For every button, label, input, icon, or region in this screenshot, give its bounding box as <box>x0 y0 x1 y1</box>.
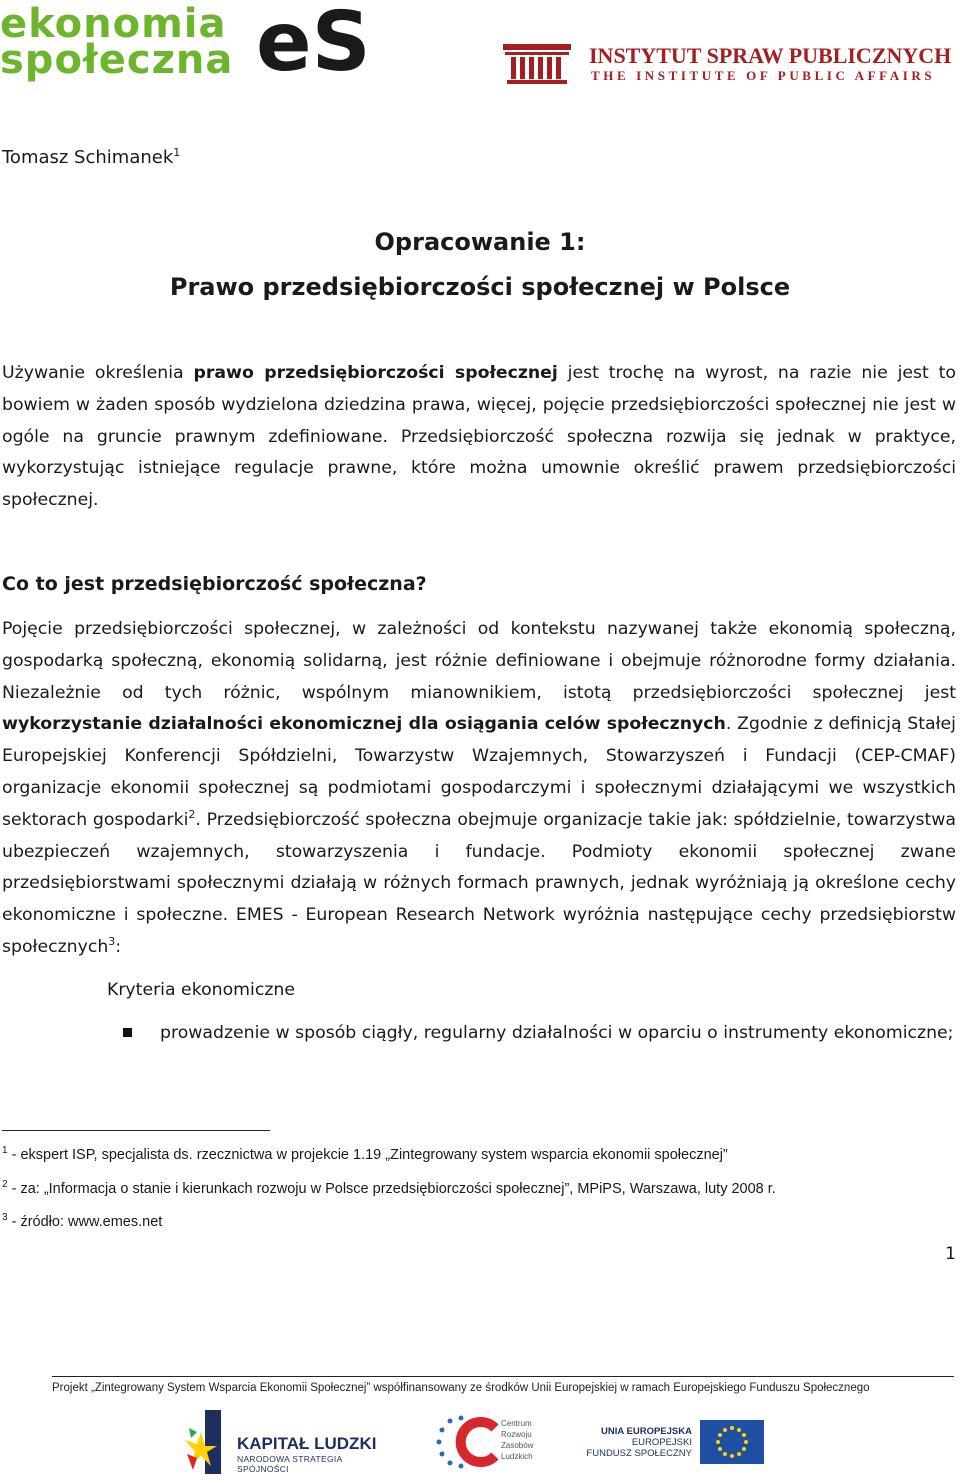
crzl-line-1: Centrum <box>501 1419 532 1428</box>
ekonomia-spoleczna-logo <box>0 1 240 86</box>
crzl-line-3: Zasobów <box>501 1441 534 1450</box>
kapital-ludzki-title: KAPITAŁ LUDZKI <box>237 1434 377 1453</box>
kapital-ludzki-star-icon <box>183 1410 225 1474</box>
footnote-ref-1[interactable]: 1 <box>173 146 181 159</box>
intro-text-rest: jest trochę na wyrost, na razie nie jest to bowiem w żaden sposób wydzielona dziedzina prawa, więcej, pojęcie przedsiębiorczości społecznej nie jest w ogóle na gruncie prawnym zdefiniowane. Przedsiębiorczość społeczna rozwija się jednak w praktyce, wykorzystując istniejące regulacje prawne, które można umownie określić prawem przedsiębiorczości społecznej. <box>2 363 957 511</box>
author-name-text: Tomasz Schimanek <box>2 147 174 168</box>
footnote-2 <box>2 1176 958 1198</box>
footnote-2-number: 2 <box>2 1179 8 1190</box>
footnote-1-text: - ekspert ISP, specjalista ds. rzecznictwa w projekcie 1.19 „Zintegrowany system wsparcia ekonomii społecznej” <box>11 1146 728 1163</box>
section-heading: Co to jest przedsiębiorczość społeczna? <box>2 573 427 595</box>
footnote-3 <box>2 1209 958 1231</box>
section-text-2: . Zgodnie z definicją Stałej Europejskiej Konferencji Spółdzielni, Towarzystw Wzajemnych, Stowarzyszeń i Fundacji (CEP-CMAF) organizacje ekonomii społecznej są podmiotami gospodarczymi i społecznymi działającymi we wszystkich sektorach gospodarki <box>2 714 956 830</box>
eu-line-1: UNIA EUROPEJSKA <box>601 1426 692 1437</box>
isp-title: INSTYTUT SPRAW PUBLICZNYCH <box>589 43 952 68</box>
author-name <box>2 146 180 168</box>
criteria-heading: Kryteria ekonomiczne <box>107 980 295 1000</box>
ekonomia-logo-line2: społeczna <box>0 37 234 83</box>
crzl-line-4: Ludzkich <box>501 1452 533 1461</box>
crzl-stars-c-icon <box>433 1414 503 1470</box>
intro-bold-term: prawo przedsiębiorczości społecznej <box>193 363 558 383</box>
title-line-1: Opracowanie 1: <box>374 228 586 256</box>
section-paragraph <box>2 614 956 964</box>
eu-line-3: FUNDUSZ SPOŁECZNY <box>586 1448 692 1459</box>
document-title <box>0 228 960 301</box>
section-text-3: . Przedsiębiorczość społeczna obejmuje organizacje takie jak: spółdzielnie, towarzystwa ubezpieczeń wzajemnych, stowarzyszenia i fundacje. Podmioty ekonomii społecznej zwane przedsiębiorstwami społecznymi działają w różnych formach prawnych, jednak wyróżniają ją określone cechy ekonomiczne i społeczne. EMES - European Research Network wyróżnia następujące cechy przedsiębiorstw społecznych <box>2 809 956 957</box>
footnote-ref-3[interactable]: 3 <box>108 935 116 949</box>
footnote-3-text: - źródło: www.emes.net <box>11 1213 163 1230</box>
footnote-2-text: - za: „Informacja o stanie i kierunkach rozwoju w Polsce przedsiębiorczości społecznej”, MPiPS, Warszawa, luty 2008 r. <box>11 1180 776 1197</box>
isp-subtitle: THE INSTITUTE OF PUBLIC AFFAIRS <box>591 68 936 83</box>
title-line-2: Prawo przedsiębiorczości społecznej w Polsce <box>169 273 791 301</box>
eu-logo <box>586 1420 764 1466</box>
footnote-ref-2[interactable]: 2 <box>188 808 196 822</box>
footnote-separator <box>2 1130 270 1131</box>
crzl-text <box>501 1418 533 1462</box>
crzl-line-2: Rozwoju <box>501 1430 532 1439</box>
isp-logo <box>503 44 958 86</box>
es-logo: eS <box>256 0 371 90</box>
intro-paragraph <box>2 358 956 517</box>
ekonomia-logo-line1: ekonomia <box>0 1 227 47</box>
eu-flag-icon <box>700 1420 764 1464</box>
section-text-1: Pojęcie przedsiębiorczości społecznej, w zależności od kontekstu nazywanej także ekonomią społeczną, gospodarką społeczną, ekonomią solidarną, jest różnie definiowane i obejmuje różnorodne formy działania. Niezależnie od tych różnic, wspólnym mianownikiem, istotą przedsiębiorczości społecznej jest <box>2 619 956 703</box>
page-number: 1 <box>945 1244 956 1264</box>
intro-text-start: Używanie określenia <box>2 363 194 383</box>
bullet-square-icon <box>123 1028 132 1037</box>
footnote-3-number: 3 <box>2 1212 8 1223</box>
project-note: Projekt „Zintegrowany System Wsparcia Ekonomii Społecznej” współfinansowany ze środków Unii Europejskiej w ramach Europejskiego Funduszu Społecznego <box>52 1382 870 1394</box>
footnote-1 <box>2 1142 958 1164</box>
criteria-item: prowadzenie w sposób ciągły, regularny działalności w oparciu o instrumenty ekonomiczne; <box>160 1023 954 1043</box>
isp-columns-icon <box>503 44 571 84</box>
eu-text <box>586 1426 692 1459</box>
crzl-logo <box>433 1414 543 1470</box>
kapital-ludzki-logo <box>183 1410 393 1474</box>
kapital-ludzki-subtitle: NARODOWA STRATEGIA SPÓJNOŚCI <box>237 1454 343 1474</box>
section-text-4: : <box>115 936 122 957</box>
section-bold-phrase: wykorzystanie działalności ekonomicznej dla osiągania celów społecznych <box>2 714 726 735</box>
footnote-1-number: 1 <box>2 1145 8 1156</box>
eu-line-2: EUROPEJSKI <box>631 1437 692 1448</box>
footer-separator <box>52 1376 954 1377</box>
